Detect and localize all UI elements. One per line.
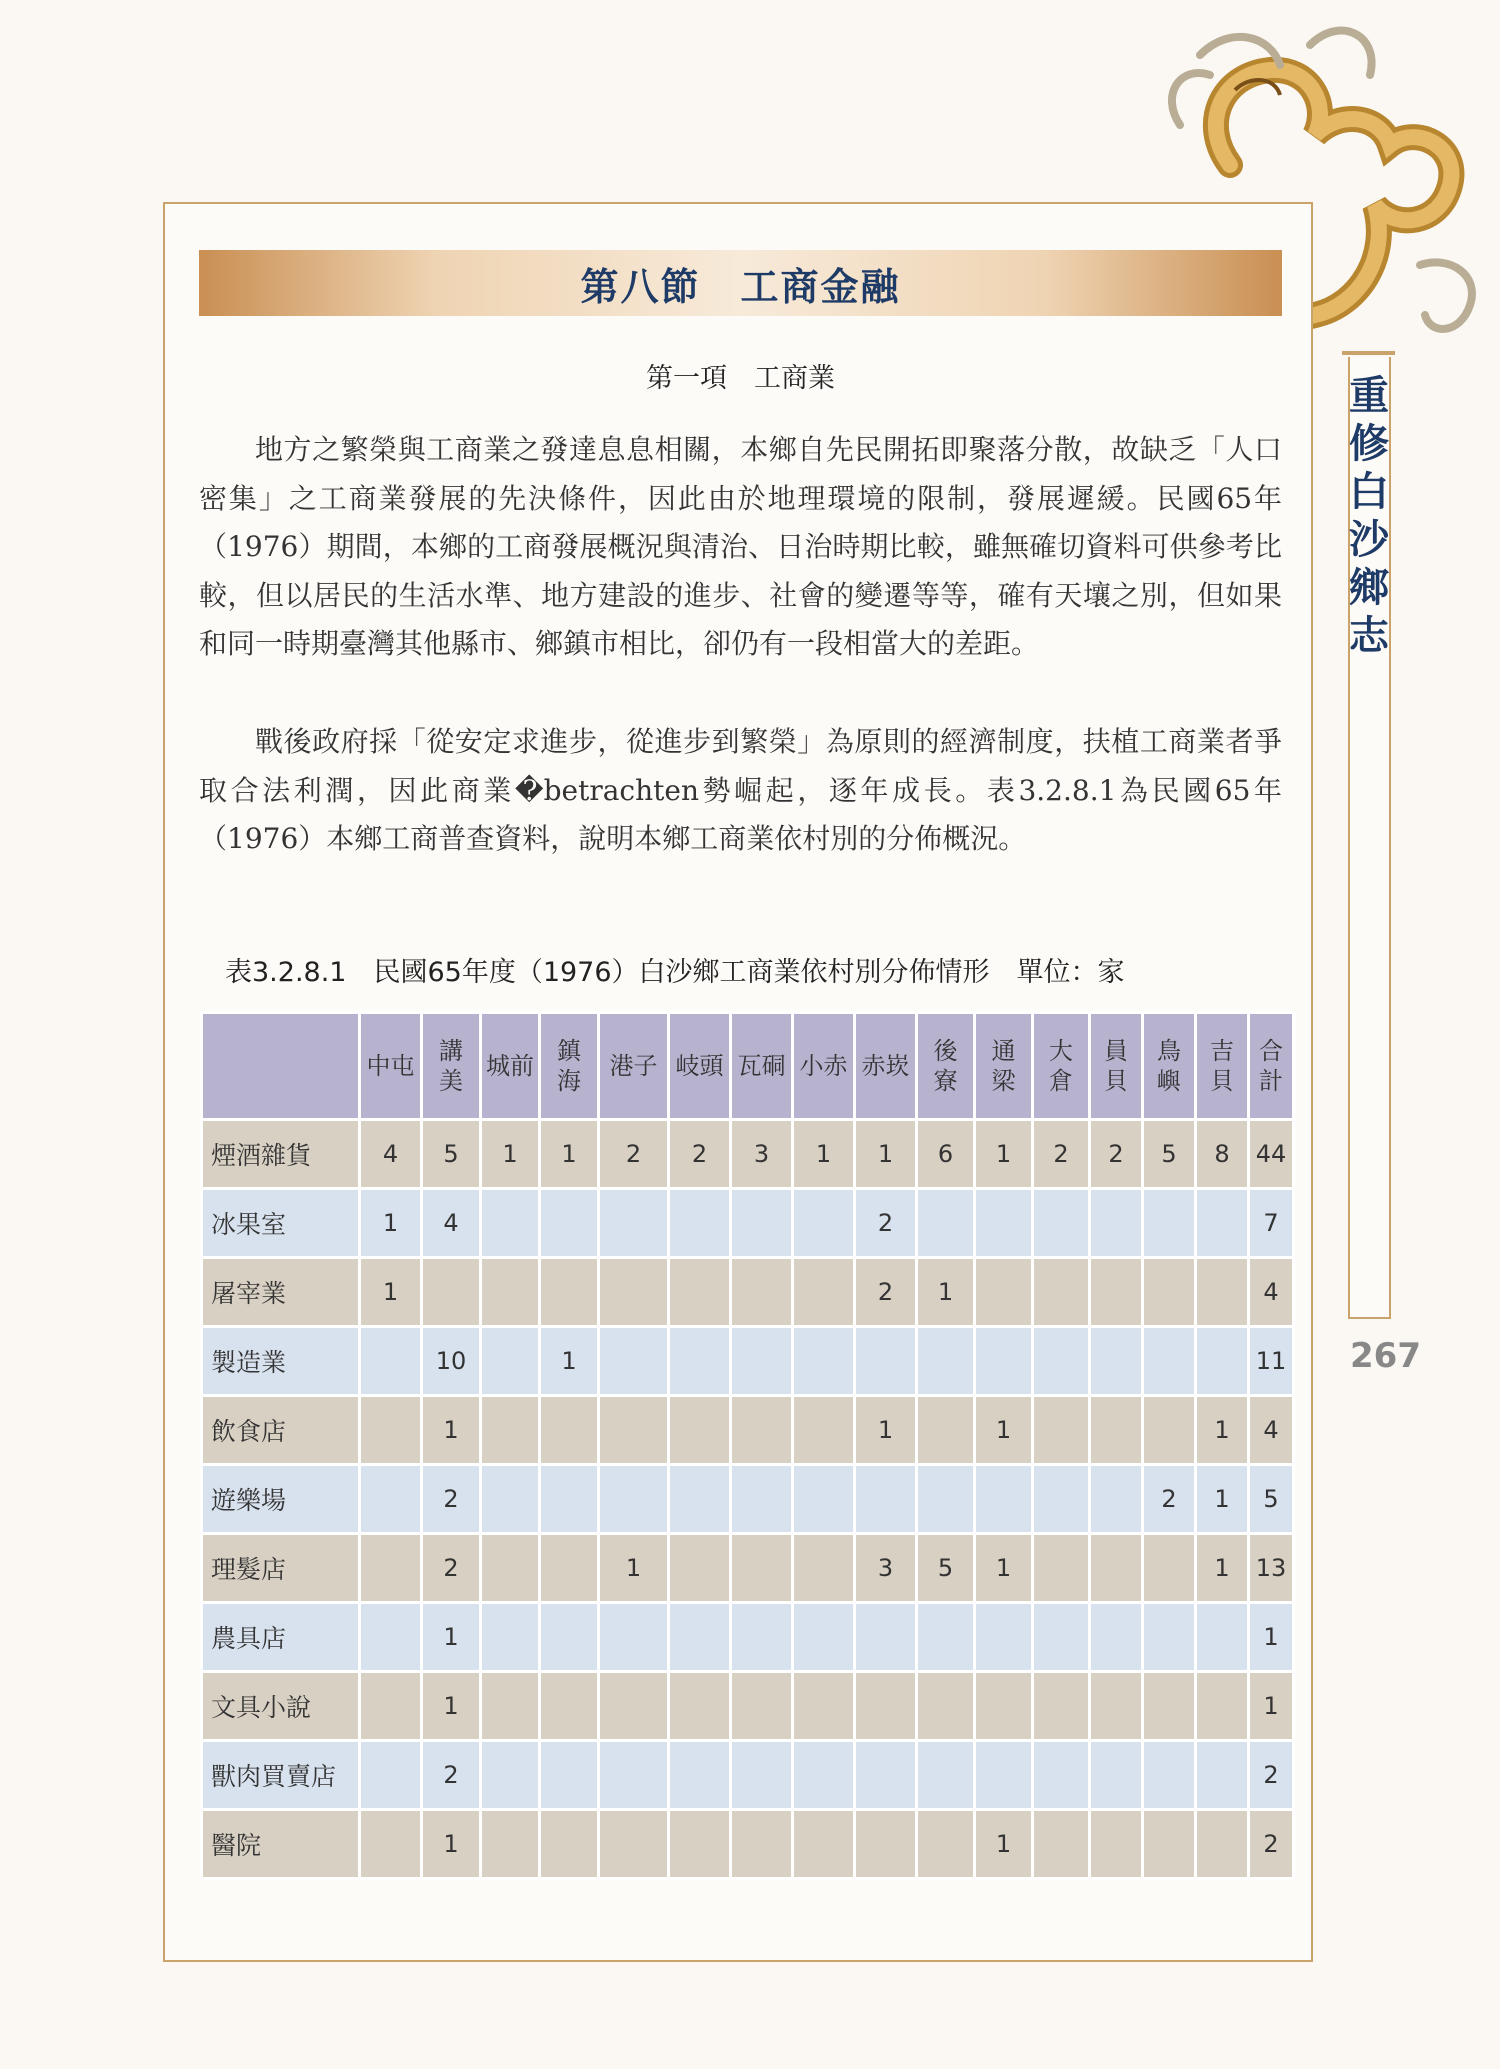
row-label: 飲食店 [202, 1396, 360, 1465]
table-cell: 1 [975, 1120, 1033, 1189]
table-cell: 1 [1249, 1672, 1294, 1741]
table-cell: 44 [1249, 1120, 1294, 1189]
table-cell [1033, 1534, 1090, 1603]
table-cell [599, 1258, 669, 1327]
table-cell [975, 1603, 1033, 1672]
table-row [202, 1327, 1294, 1396]
table-cell [481, 1672, 540, 1741]
table-cell [1143, 1741, 1196, 1810]
table-cell [1033, 1741, 1090, 1810]
table-cell [1143, 1327, 1196, 1396]
table-cell [855, 1741, 917, 1810]
table-cell: 1 [1249, 1603, 1294, 1672]
table-cell [793, 1465, 855, 1534]
table-cell [1090, 1603, 1143, 1672]
table-cell [1196, 1741, 1249, 1810]
column-header: 鎮 海 [540, 1013, 599, 1120]
table-cell [1033, 1465, 1090, 1534]
table-cell [917, 1327, 975, 1396]
row-label: 製造業 [202, 1327, 360, 1396]
column-header: 港子 [599, 1013, 669, 1120]
table-row [202, 1534, 1294, 1603]
table-cell [917, 1810, 975, 1879]
table-row [202, 1741, 1294, 1810]
table-cell [481, 1396, 540, 1465]
table-cell [599, 1465, 669, 1534]
table-cell: 11 [1249, 1327, 1294, 1396]
paragraph-1: 地方之繁榮與工商業之發達息息相關，本鄉自先民開拓即聚落分散，故缺乏「人口密集」之工商業發展的先決條件，因此由於地理環境的限制，發展遲緩。民國65年（1976）期間，本鄉的工商發展概況與清治、日治時期比較，雖無確切資料可供參考比較，但以居民的生活水準、地方建設的進步、社會的變遷等等，確有天壤之別，但如果和同一時期臺灣其他縣市、鄉鎮市相比，卻仍有一段相當大的差距。 [199, 433, 1282, 660]
column-header: 瓦硐 [731, 1013, 793, 1120]
table-cell: 3 [855, 1534, 917, 1603]
table-cell [1090, 1672, 1143, 1741]
table-cell: 8 [1196, 1120, 1249, 1189]
table-cell [669, 1741, 731, 1810]
table-cell: 2 [1249, 1810, 1294, 1879]
table-cell [975, 1189, 1033, 1258]
table-cell [599, 1810, 669, 1879]
table-cell: 4 [360, 1120, 422, 1189]
table-cell [481, 1603, 540, 1672]
table-cell [917, 1741, 975, 1810]
table-cell [793, 1327, 855, 1396]
table-cell: 2 [422, 1465, 481, 1534]
row-label: 理髮店 [202, 1534, 360, 1603]
table-cell: 1 [540, 1120, 599, 1189]
table-cell: 1 [422, 1396, 481, 1465]
table-cell [481, 1327, 540, 1396]
table-cell [731, 1465, 793, 1534]
table-cell [360, 1672, 422, 1741]
table-cell [1196, 1258, 1249, 1327]
table-cell: 1 [540, 1327, 599, 1396]
table-cell [540, 1603, 599, 1672]
table-cell [1196, 1810, 1249, 1879]
table-cell [731, 1396, 793, 1465]
column-header: 後 寮 [917, 1013, 975, 1120]
column-header: 合 計 [1249, 1013, 1294, 1120]
table-cell: 1 [793, 1120, 855, 1189]
table-row [202, 1258, 1294, 1327]
table-cell [422, 1258, 481, 1327]
table-cell: 6 [917, 1120, 975, 1189]
table-cell [1090, 1396, 1143, 1465]
table-cell [975, 1741, 1033, 1810]
table-cell: 1 [1196, 1396, 1249, 1465]
table-cell [917, 1465, 975, 1534]
table-cell [793, 1534, 855, 1603]
table-cell [1033, 1810, 1090, 1879]
table-cell [793, 1396, 855, 1465]
table-cell [669, 1189, 731, 1258]
row-label: 煙酒雜貨 [202, 1120, 360, 1189]
table-cell [1033, 1189, 1090, 1258]
column-header: 員 貝 [1090, 1013, 1143, 1120]
column-header: 講 美 [422, 1013, 481, 1120]
table-cell [360, 1603, 422, 1672]
table-cell [669, 1396, 731, 1465]
table-cell [599, 1603, 669, 1672]
table-cell [731, 1534, 793, 1603]
table-cell [731, 1672, 793, 1741]
table-cell [855, 1672, 917, 1741]
table-cell: 1 [422, 1672, 481, 1741]
table-cell [540, 1741, 599, 1810]
table-cell: 4 [1249, 1396, 1294, 1465]
table-cell [360, 1396, 422, 1465]
table-cell [1090, 1465, 1143, 1534]
table-cell [1090, 1189, 1143, 1258]
table-cell [1033, 1603, 1090, 1672]
table-cell [540, 1534, 599, 1603]
column-header: 大 倉 [1033, 1013, 1090, 1120]
column-header: 通 梁 [975, 1013, 1033, 1120]
table-cell: 2 [422, 1741, 481, 1810]
table-cell [360, 1741, 422, 1810]
table-cell [1090, 1534, 1143, 1603]
table-cell [793, 1741, 855, 1810]
table-cell [481, 1465, 540, 1534]
table-cell [793, 1603, 855, 1672]
table-cell [731, 1810, 793, 1879]
row-label: 農具店 [202, 1603, 360, 1672]
table-cell [855, 1810, 917, 1879]
table-cell: 1 [422, 1810, 481, 1879]
table-cell [731, 1603, 793, 1672]
table-cell [669, 1327, 731, 1396]
table-cell [855, 1465, 917, 1534]
table-cell [1143, 1189, 1196, 1258]
table-cell: 2 [1033, 1120, 1090, 1189]
table-cell: 5 [1143, 1120, 1196, 1189]
table-cell [1143, 1534, 1196, 1603]
table-cell: 4 [1249, 1258, 1294, 1327]
table-cell: 2 [1143, 1465, 1196, 1534]
row-label: 文具小說 [202, 1672, 360, 1741]
table-cell: 2 [422, 1534, 481, 1603]
table-cell [1090, 1810, 1143, 1879]
table-cell [669, 1603, 731, 1672]
table-cell [975, 1258, 1033, 1327]
table-cell [540, 1465, 599, 1534]
table-cell [669, 1672, 731, 1741]
column-header: 中屯 [360, 1013, 422, 1120]
table-cell [360, 1810, 422, 1879]
table-cell [731, 1741, 793, 1810]
table-cell: 2 [1249, 1741, 1294, 1810]
table-cell [1143, 1672, 1196, 1741]
table-cell: 10 [422, 1327, 481, 1396]
table-cell [1090, 1741, 1143, 1810]
table-cell [731, 1327, 793, 1396]
table-cell [1090, 1327, 1143, 1396]
column-header: 吉 貝 [1196, 1013, 1249, 1120]
table-cell [1143, 1396, 1196, 1465]
table-cell [669, 1810, 731, 1879]
table-cell: 1 [1196, 1534, 1249, 1603]
column-header: 鳥 嶼 [1143, 1013, 1196, 1120]
table-cell: 1 [1196, 1465, 1249, 1534]
corner-cell [202, 1013, 360, 1120]
table-cell: 13 [1249, 1534, 1294, 1603]
table-cell [793, 1258, 855, 1327]
table-cell [669, 1258, 731, 1327]
column-header: 城前 [481, 1013, 540, 1120]
table-cell [540, 1189, 599, 1258]
table-cell [917, 1396, 975, 1465]
table-cell: 2 [1090, 1120, 1143, 1189]
table-cell: 1 [360, 1189, 422, 1258]
table-cell [1090, 1258, 1143, 1327]
section-banner [199, 250, 1282, 316]
table-cell [731, 1258, 793, 1327]
table-cell [855, 1603, 917, 1672]
table-cell: 5 [917, 1534, 975, 1603]
column-header: 赤崁 [855, 1013, 917, 1120]
table-cell: 2 [855, 1258, 917, 1327]
book-title-vertical: 重修白沙鄉志 [1349, 372, 1389, 659]
section-title: 第八節 工商金融 [580, 263, 901, 309]
table-cell: 1 [855, 1396, 917, 1465]
table-cell [360, 1327, 422, 1396]
row-label: 遊樂場 [202, 1465, 360, 1534]
table-row [202, 1189, 1294, 1258]
table-cell: 3 [731, 1120, 793, 1189]
table-caption: 表3.2.8.1 民國65年度（1976）白沙鄉工商業依村別分佈情形 單位：家 [225, 957, 1125, 988]
table-cell [481, 1534, 540, 1603]
table-cell: 5 [1249, 1465, 1294, 1534]
table-row [202, 1810, 1294, 1879]
table-cell: 4 [422, 1189, 481, 1258]
table-cell: 1 [360, 1258, 422, 1327]
table-cell [481, 1189, 540, 1258]
table-cell [599, 1396, 669, 1465]
table-cell [1196, 1189, 1249, 1258]
table-cell: 1 [975, 1810, 1033, 1879]
table-cell [917, 1672, 975, 1741]
subsection-title: 第一項 工商業 [646, 363, 835, 394]
table-cell [1143, 1810, 1196, 1879]
table-cell [793, 1189, 855, 1258]
column-header: 小赤 [793, 1013, 855, 1120]
table-cell [669, 1534, 731, 1603]
table-row [202, 1465, 1294, 1534]
table-cell [1033, 1672, 1090, 1741]
table-cell [1143, 1258, 1196, 1327]
table-cell [540, 1258, 599, 1327]
table-cell: 2 [599, 1120, 669, 1189]
table-cell: 1 [481, 1120, 540, 1189]
table-cell: 1 [855, 1120, 917, 1189]
table-cell [793, 1810, 855, 1879]
table-cell [481, 1258, 540, 1327]
table-cell [731, 1189, 793, 1258]
table-cell [599, 1189, 669, 1258]
row-label: 獸肉買賣店 [202, 1741, 360, 1810]
table-cell [1196, 1327, 1249, 1396]
column-header: 岐頭 [669, 1013, 731, 1120]
table-cell [917, 1603, 975, 1672]
table-row [202, 1396, 1294, 1465]
table-cell: 1 [422, 1603, 481, 1672]
table-cell [917, 1189, 975, 1258]
table-cell [481, 1810, 540, 1879]
table-cell: 1 [975, 1396, 1033, 1465]
business-distribution-table [200, 1011, 1295, 1880]
table-cell [855, 1327, 917, 1396]
table-cell [599, 1741, 669, 1810]
row-label: 冰果室 [202, 1189, 360, 1258]
page-number: 267 [1350, 1336, 1421, 1376]
table-row [202, 1120, 1294, 1189]
table-cell [793, 1672, 855, 1741]
table-cell: 2 [669, 1120, 731, 1189]
table-cell [1143, 1603, 1196, 1672]
table-cell [540, 1672, 599, 1741]
table-cell [1033, 1396, 1090, 1465]
table-cell [1033, 1327, 1090, 1396]
table-cell: 5 [422, 1120, 481, 1189]
table-header-row [202, 1013, 1294, 1120]
table-row [202, 1672, 1294, 1741]
table-cell: 1 [917, 1258, 975, 1327]
table-cell [975, 1327, 1033, 1396]
row-label: 醫院 [202, 1810, 360, 1879]
table-cell: 2 [855, 1189, 917, 1258]
table-cell [540, 1396, 599, 1465]
table-cell [1033, 1258, 1090, 1327]
table-cell: 1 [975, 1534, 1033, 1603]
table-cell [540, 1810, 599, 1879]
table-cell [975, 1672, 1033, 1741]
row-label: 屠宰業 [202, 1258, 360, 1327]
table-cell [1196, 1603, 1249, 1672]
table-cell [599, 1672, 669, 1741]
table-cell [669, 1465, 731, 1534]
table-cell [360, 1465, 422, 1534]
table-cell [975, 1465, 1033, 1534]
table-cell [599, 1327, 669, 1396]
table-cell: 1 [599, 1534, 669, 1603]
table-row [202, 1603, 1294, 1672]
table-cell [481, 1741, 540, 1810]
table-cell [1196, 1672, 1249, 1741]
table-cell: 7 [1249, 1189, 1294, 1258]
table-cell [360, 1534, 422, 1603]
paragraph-2: 戰後政府採「從安定求進步，從進步到繁榮」為原則的經濟制度，扶植工商業者爭取合法利潤，因此商業�betrachten勢崛起，逐年成長。表3.2.8.1為民國65年（1976）本鄉工商普查資料，說明本鄉工商業依村別的分佈概況。 [199, 725, 1282, 855]
